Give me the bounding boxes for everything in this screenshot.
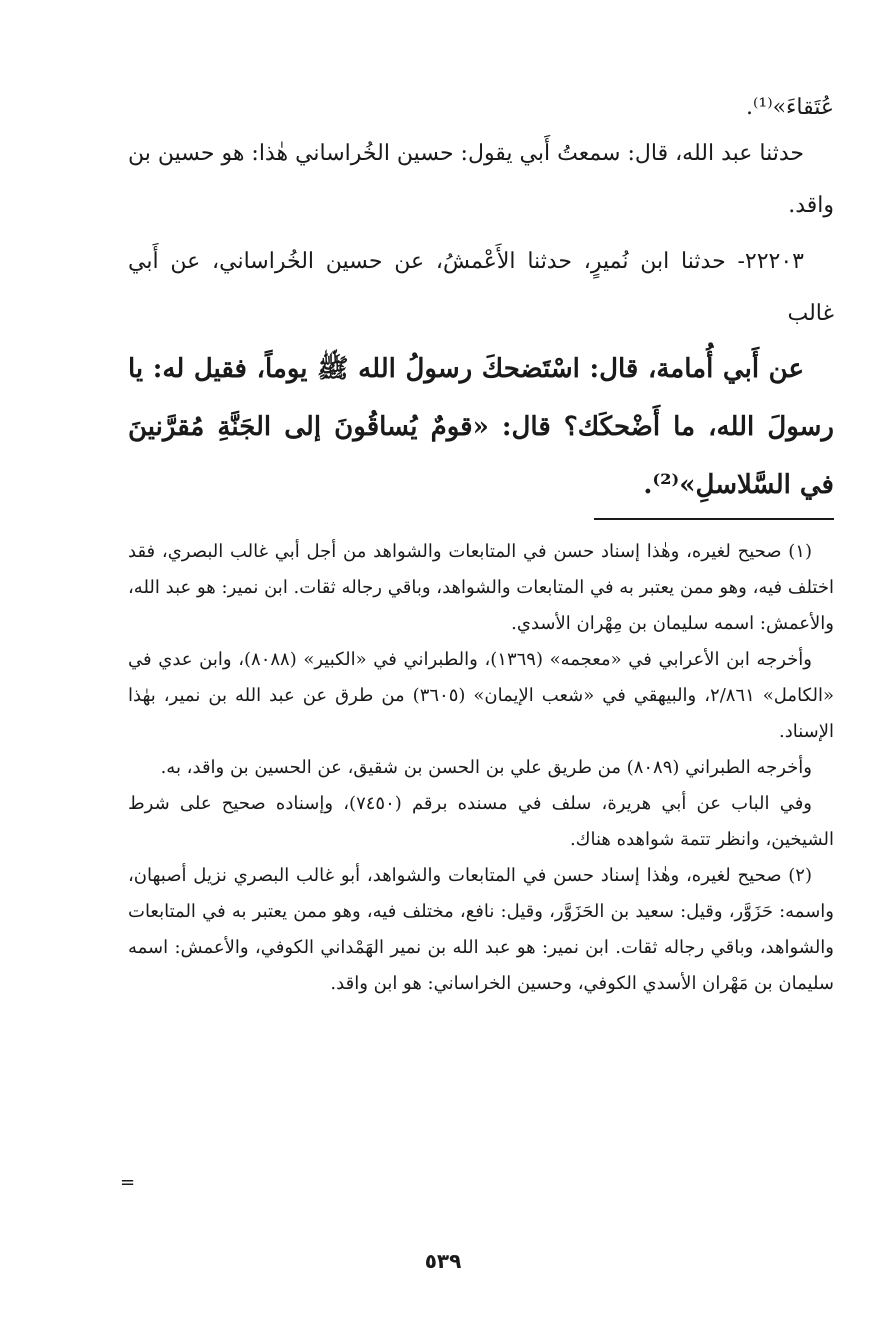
page-number: ٥٣٩: [424, 1249, 462, 1273]
narration-note-paragraph: حدثنا عبد الله، قال: سمعتُ أَبي يقول: حسين الخُراساني هٰذا: هو حسين بن واقد.: [127, 141, 834, 218]
footnote-divider: [594, 518, 834, 520]
footnote-1-takhrij: وأخرجه ابن الأعرابي في «معجمه» (١٣٦٩)، والطبراني في «الكبير» (٨٠٨٨)، وابن عدي في «الكامل» ٢/٨٦١، والبيهقي في «شعب الإيمان» (٣٦٠٥) من طرق عن عبد الله بن نمير، بهٰذا الإسناد.: [128, 649, 834, 742]
hadith-isnad: ٢٢٢٠٣- حدثنا ابن نُميرٍ، حدثنا الأَعْمشُ، عن حسين الخُراساني، عن أَبي غالب: [128, 249, 834, 326]
footnotes: [128, 534, 834, 1002]
footnote-1-shawahid: وفي الباب عن أبي هريرة، سلف في مسنده برقم (٧٤٥٠)، وإسناده صحيح على شرط الشيخين، وانظر تتمة شواهده هناك.: [128, 793, 834, 850]
footnote-1-tabarani: وأخرجه الطبراني (٨٠٨٩) من طريق علي بن الحسن بن شقيق، عن الحسين بن واقد، به.: [160, 757, 812, 778]
main-text: [128, 88, 834, 514]
footnote-1-grading: (١) صحيح لغيره، وهٰذا إسناد حسن في المتابعات والشواهد من أجل أبي غالب البصري، فقد اختلف فيه، وهو ممن يعتبر به في المتابعات والشواهد، وباقي رجاله ثقات. ابن نمير: هو عبد الله، والأعمش: اسمه سليمان بن مِهْران الأسدي.: [128, 541, 834, 634]
hadith-matn: عن أَبي أُمامة، قال: اسْتَضحكَ رسولُ الله ﷺ يوماً، فقيل له: يا رسولَ الله، ما أَضْحكَك؟ قال: «قومٌ يُساقُونَ إلى الجَنَّةِ مُقرَّنينَ في السَّلاسلِ»⁽²⁾.: [128, 354, 834, 500]
continuation-mark: =: [120, 1172, 136, 1193]
footnote-2: (٢) صحيح لغيره، وهٰذا إسناد حسن في المتابعات والشواهد، أبو غالب البصري نزيل أصبهان، واسمه: حَزَوَّر، وقيل: سعيد بن الحَزَوَّر، وقيل: نافع، مختلف فيه، وهو ممن يعتبر به في المتابعات والشواهد، وباقي رجاله ثقات. ابن نمير: هو عبد الله بن نمير الهَمْداني الكوفي، والأعمش: اسمه سليمان بن مَهْران الأسدي الكوفي، وحسين الخراساني: هو ابن واقد.: [128, 865, 834, 994]
book-page: [128, 88, 834, 1295]
previous-hadith-ending: عُتَقاءَ»⁽¹⁾.: [745, 95, 834, 120]
